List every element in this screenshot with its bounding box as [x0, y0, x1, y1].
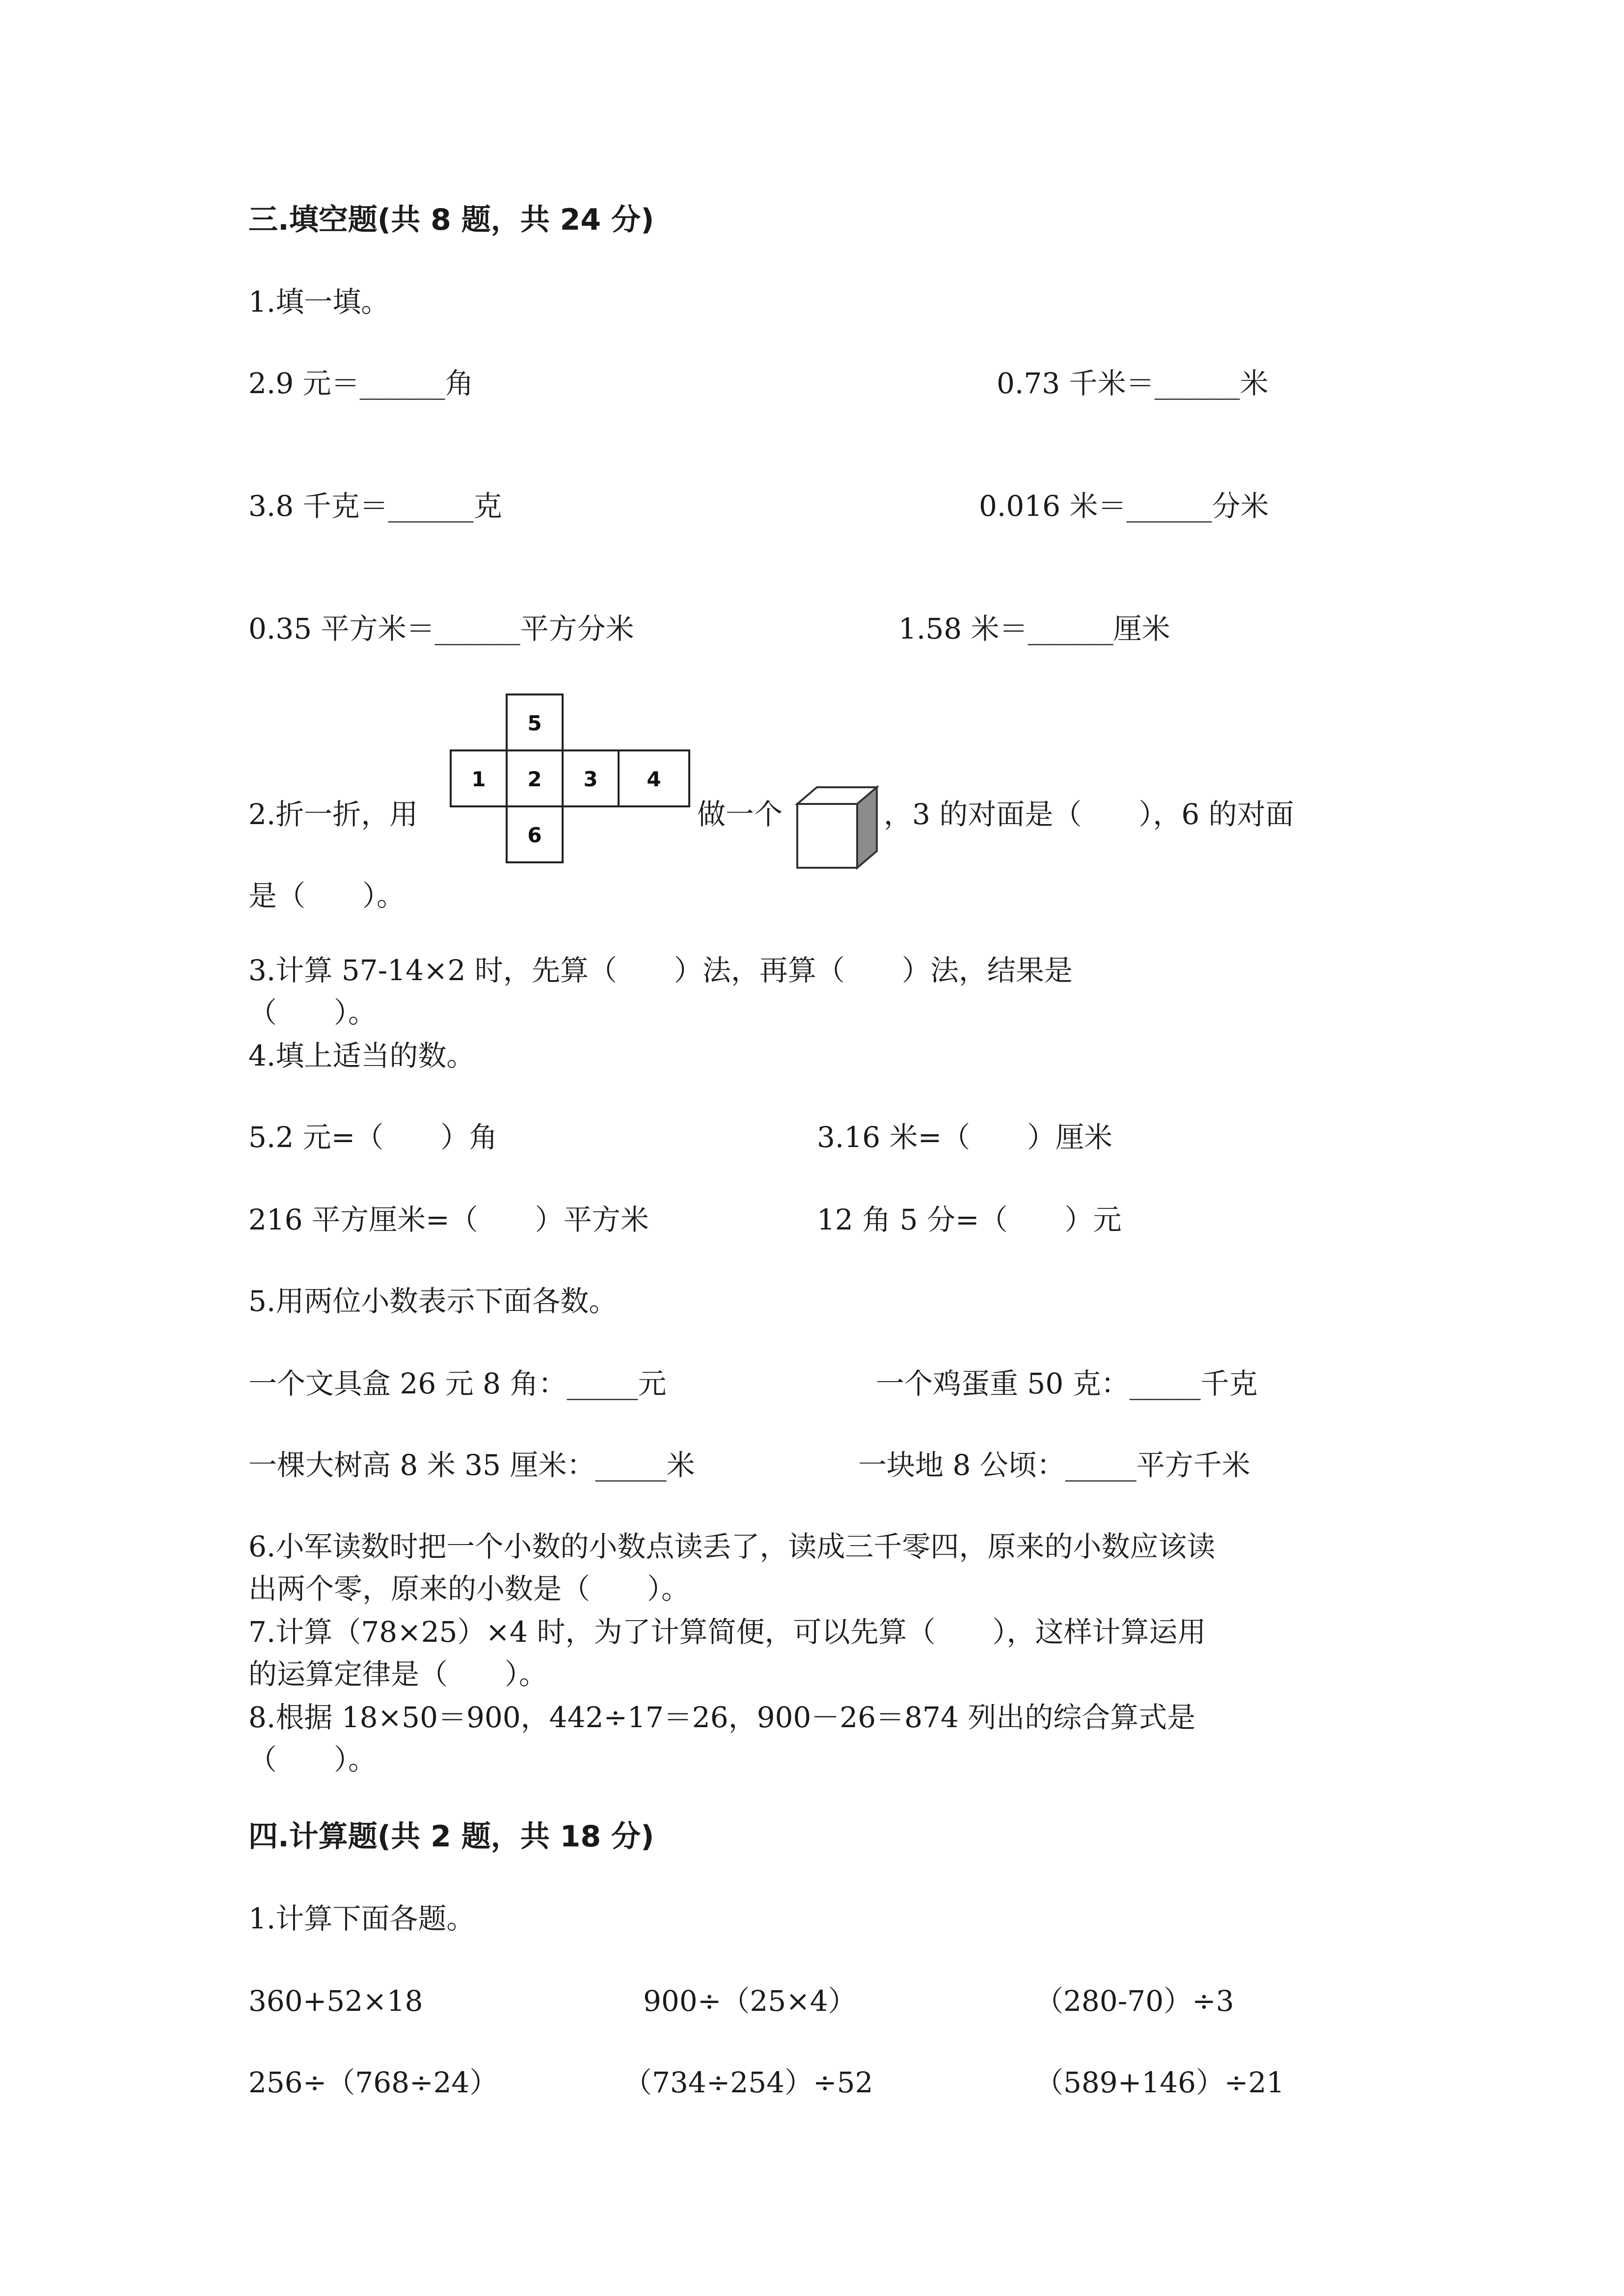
cube-net-diagram [448, 693, 693, 865]
q5-item-1: 一个文具盒 26 元 8 角：_____元 [248, 1367, 667, 1400]
q1-item-2: 0.73 千米＝______米 [997, 367, 1269, 400]
section4-q1-stem: 1.计算下面各题。 [248, 1902, 475, 1935]
q5-item-4: 一块地 8 公顷：_____平方千米 [858, 1448, 1250, 1482]
net-label-2: 2 [527, 767, 542, 791]
calc-item-4: 256÷（768÷24） [248, 2066, 498, 2099]
calc-item-3: （280-70）÷3 [1035, 1984, 1234, 2018]
q2-prefix: 2.折一折，用 [248, 798, 418, 831]
q1-item-5: 0.35 平方米＝______平方分米 [248, 612, 634, 645]
section-title-calculation: 四.计算题(共 2 题，共 18 分) [248, 1819, 654, 1854]
question-5-stem: 5.用两位小数表示下面各数。 [248, 1284, 618, 1318]
q8-line1: 8.根据 18×50＝900，442÷17＝26，900－26＝874 列出的综合算式是 [248, 1701, 1196, 1734]
question-4-stem: 4.填上适当的数。 [248, 1039, 475, 1072]
calc-item-2: 900÷（25×4） [643, 1984, 857, 2018]
net-label-3: 3 [583, 767, 598, 791]
calc-item-6: （589+146）÷21 [1035, 2066, 1285, 2099]
q1-item-4: 0.016 米＝______分米 [979, 489, 1269, 523]
calc-item-5: （734÷254）÷52 [623, 2066, 873, 2099]
q5-item-3: 一棵大树高 8 米 35 厘米：_____米 [248, 1448, 695, 1482]
q4-item-3: 216 平方厘米=（ ）平方米 [248, 1203, 649, 1236]
q4-item-1: 5.2 元=（ ）角 [248, 1121, 498, 1154]
cube-icon [794, 784, 883, 871]
q6-line2: 出两个零，原来的小数是（ ）。 [248, 1572, 690, 1605]
q2-mid: 做一个 [697, 798, 783, 831]
question-1-stem: 1.填一填。 [248, 285, 390, 319]
q3-line2: （ ）。 [248, 996, 377, 1029]
net-label-4: 4 [647, 767, 661, 791]
q4-item-2: 3.16 米=（ ）厘米 [817, 1121, 1113, 1154]
q1-item-3: 3.8 千克＝______克 [248, 489, 502, 523]
q6-line1: 6.小军读数时把一个小数的小数点读丢了，读成三千零四，原来的小数应该读 [248, 1530, 1216, 1563]
q7-line1: 7.计算（78×25）×4 时，为了计算简便，可以先算（ ），这样计算运用 [248, 1615, 1206, 1649]
q1-item-6: 1.58 米＝______厘米 [898, 612, 1170, 645]
net-label-1: 1 [471, 767, 486, 791]
section-title-fill-in: 三.填空题(共 8 题，共 24 分) [248, 203, 654, 237]
q2-line2: 是（ ）。 [248, 879, 406, 912]
q2-suffix: ，3 的对面是（ ），6 的对面 [884, 798, 1294, 831]
q8-line2: （ ）。 [248, 1743, 377, 1776]
q1-item-1: 2.9 元＝______角 [248, 367, 474, 400]
net-label-5: 5 [527, 711, 542, 735]
q3-line1: 3.计算 57-14×2 时，先算（ ）法，再算（ ）法，结果是 [248, 954, 1073, 987]
q4-item-4: 12 角 5 分=（ ）元 [817, 1203, 1122, 1236]
q5-item-2: 一个鸡蛋重 50 克：_____千克 [876, 1367, 1258, 1400]
calc-item-1: 360+52×18 [248, 1984, 423, 2018]
q7-line2: 的运算定律是（ ）。 [248, 1657, 548, 1691]
net-label-6: 6 [527, 823, 542, 847]
